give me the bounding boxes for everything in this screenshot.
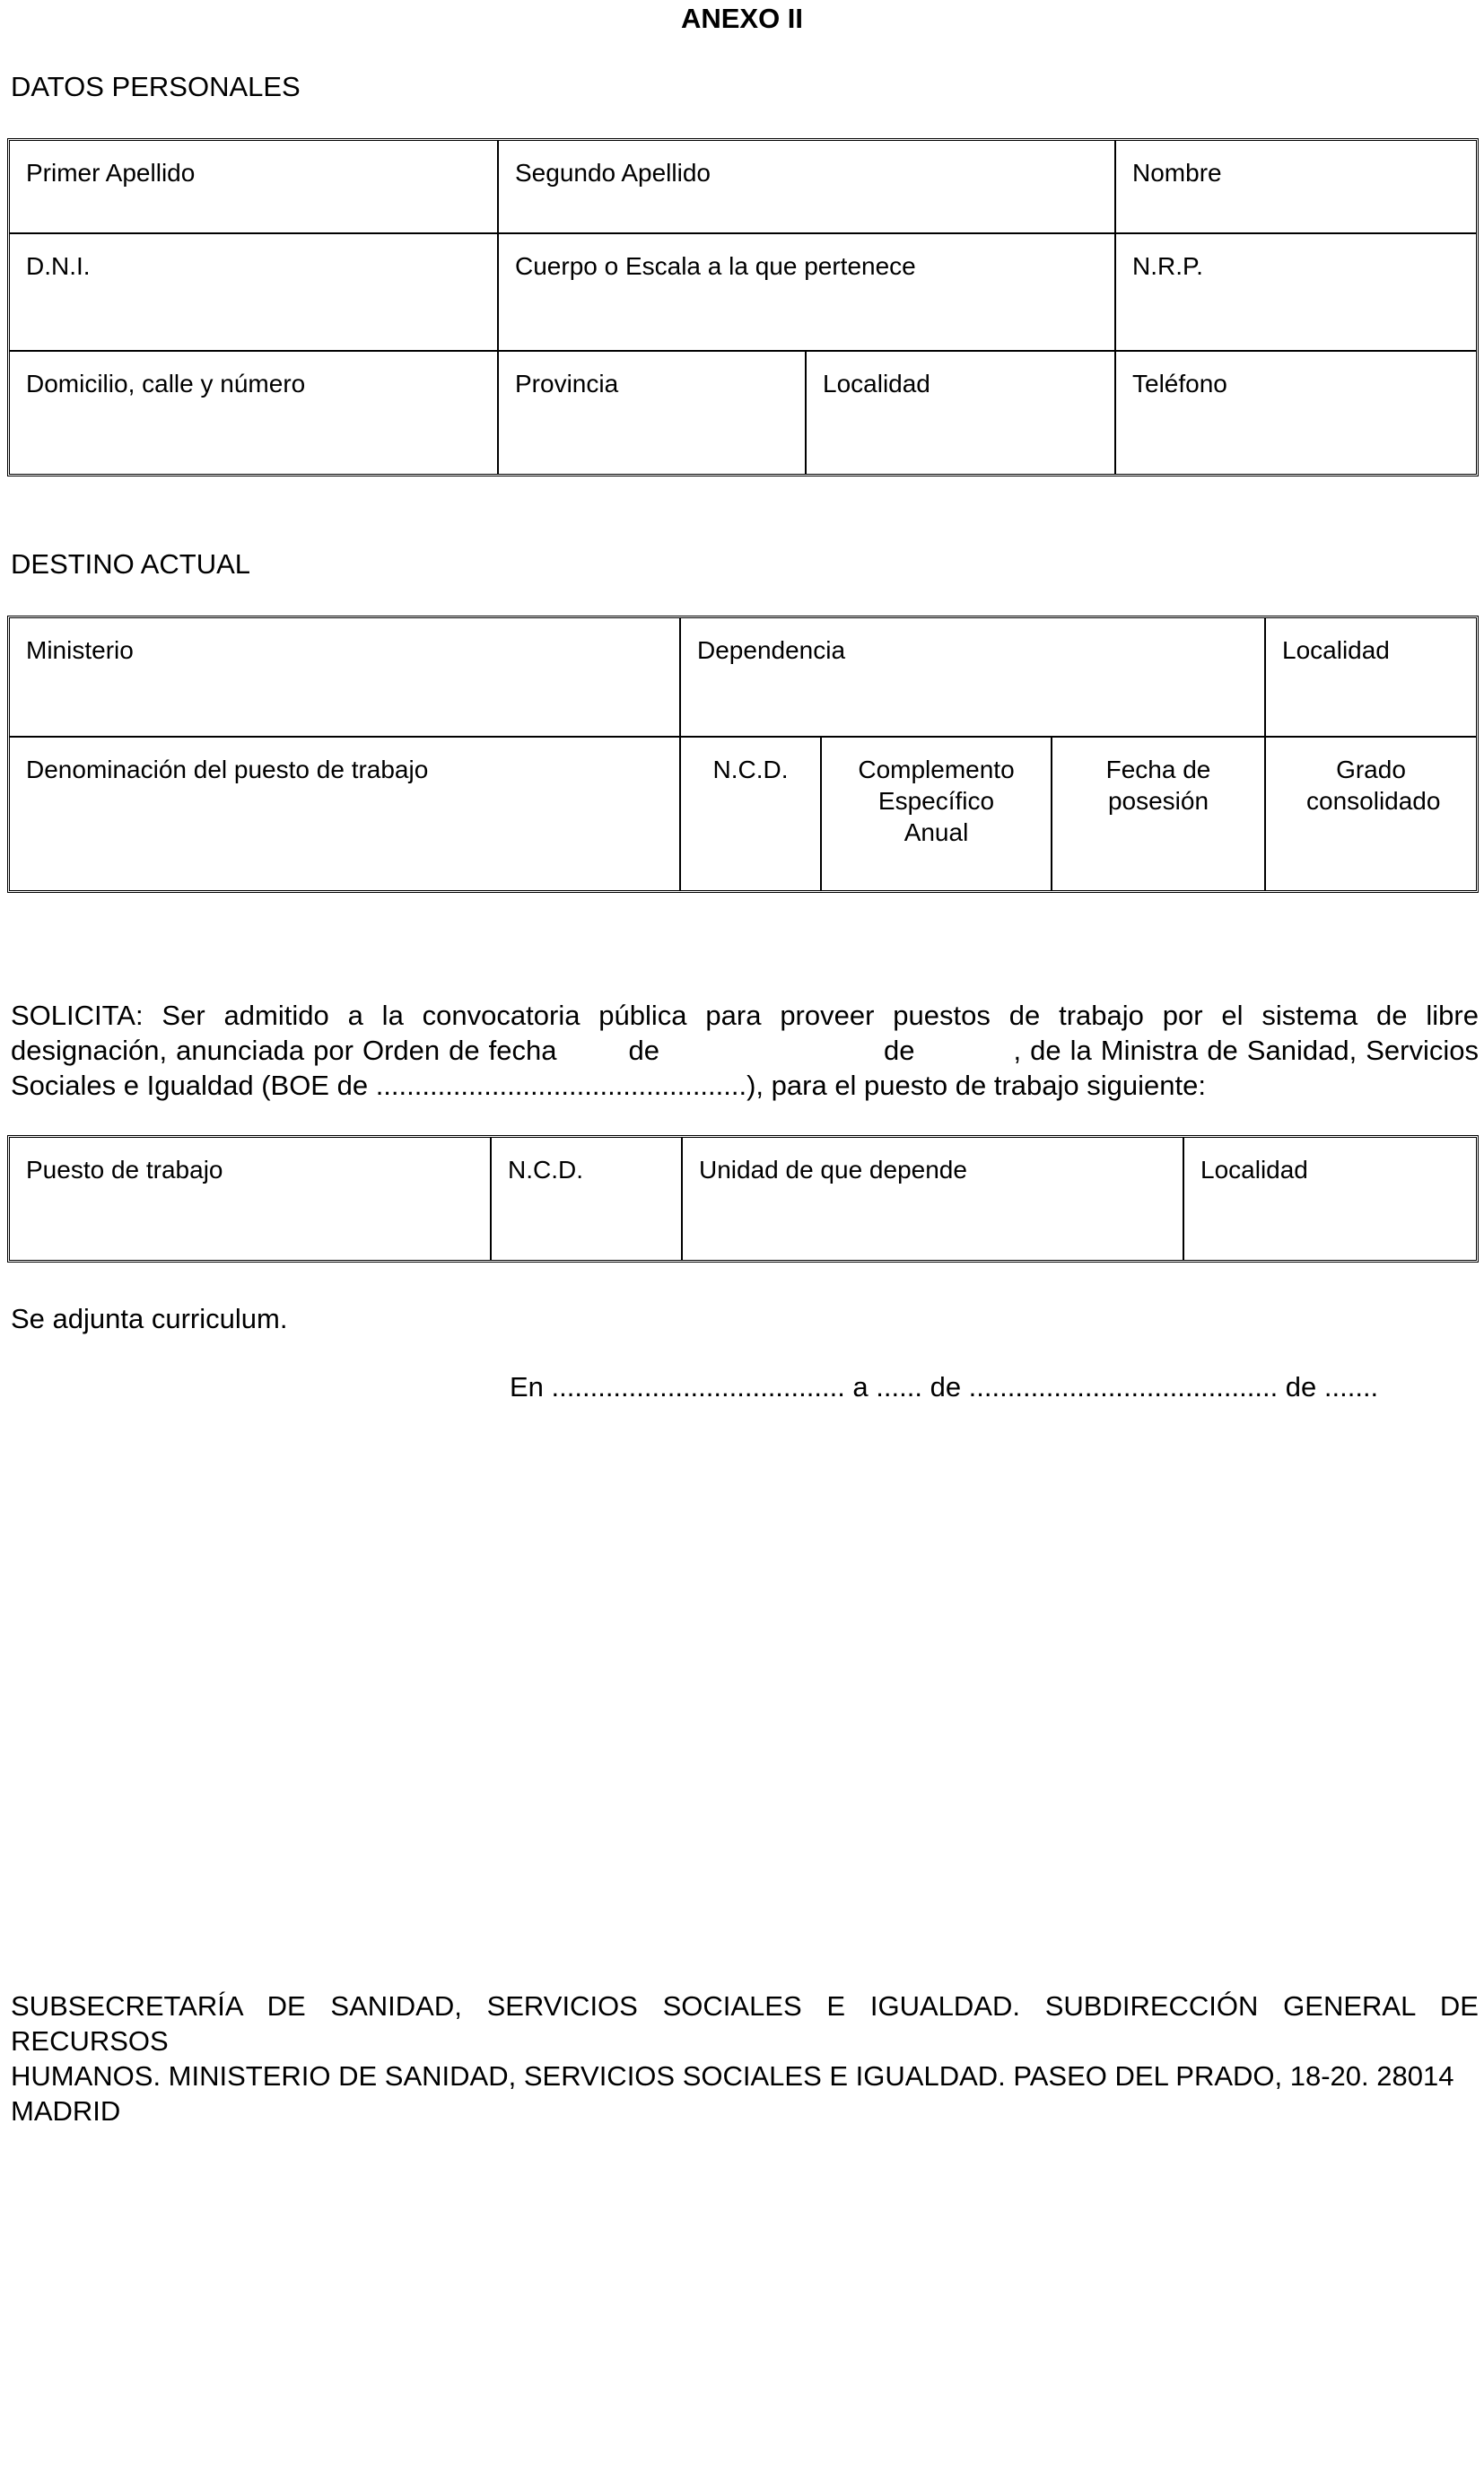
cell-ncd-puesto[interactable] — [492, 1138, 683, 1260]
request-line-1: SOLICITA: Ser admitido a la convocatoria pública para proveer puestos de trabajo por el sistema de libre — [11, 1000, 1479, 1031]
label-nrp: N.R.P. — [1132, 252, 1203, 280]
request-line-2-d: , de la Ministra de Sanidad, Servicios — [1013, 1035, 1479, 1066]
cell-dependencia[interactable] — [681, 618, 1266, 738]
request-line-2-c: de — [884, 1035, 915, 1066]
cell-unidad[interactable] — [683, 1138, 1184, 1260]
label-provincia: Provincia — [515, 370, 619, 398]
label-domicilio: Domicilio, calle y número — [26, 370, 306, 398]
cell-denominacion[interactable] — [10, 738, 681, 890]
cell-complemento[interactable] — [822, 738, 1052, 890]
label-ncd-destino: N.C.D. — [712, 756, 789, 783]
cell-provincia[interactable] — [499, 352, 807, 474]
cell-localidad[interactable] — [807, 352, 1116, 474]
label-primer-apellido: Primer Apellido — [26, 159, 196, 187]
cell-nombre[interactable] — [1116, 141, 1476, 234]
label-localidad-puesto: Localidad — [1200, 1156, 1308, 1184]
label-puesto-trabajo: Puesto de trabajo — [26, 1156, 223, 1184]
request-paragraph — [11, 998, 1479, 1103]
label-telefono: Teléfono — [1132, 370, 1227, 398]
cell-puesto-trabajo[interactable] — [10, 1138, 492, 1260]
footer-address — [11, 1988, 1479, 2128]
label-localidad-destino: Localidad — [1282, 636, 1390, 664]
cell-nrp[interactable] — [1116, 234, 1476, 352]
label-fecha-posesion: Fecha de posesión — [1105, 756, 1211, 815]
label-denominacion: Denominación del puesto de trabajo — [26, 756, 429, 783]
place-date-line: En ...................................... a ...... de ........................................ de ....... — [510, 1371, 1379, 1403]
label-grado: Grado consolidado — [1306, 756, 1441, 815]
cell-cuerpo[interactable] — [499, 234, 1116, 352]
request-line-2-b: de — [628, 1035, 660, 1066]
cell-ministerio[interactable] — [10, 618, 681, 738]
cell-segundo-apellido[interactable] — [499, 141, 1116, 234]
label-ncd-puesto: N.C.D. — [508, 1156, 583, 1184]
personal-data-table — [7, 138, 1479, 476]
cell-domicilio[interactable] — [10, 352, 499, 474]
request-line-2-a: designación, anunciada por Orden de fecha — [11, 1035, 557, 1066]
annex-title: ANEXO II — [680, 3, 804, 34]
request-line-2 — [11, 1033, 1479, 1068]
current-post-heading: DESTINO ACTUAL — [11, 548, 250, 580]
cell-telefono[interactable] — [1116, 352, 1476, 474]
label-dependencia: Dependencia — [697, 636, 846, 664]
cell-fecha-posesion[interactable] — [1052, 738, 1266, 890]
label-segundo-apellido: Segundo Apellido — [515, 159, 711, 187]
cell-ncd-destino[interactable] — [681, 738, 822, 890]
cell-localidad-puesto[interactable] — [1184, 1138, 1476, 1260]
label-ministerio: Ministerio — [26, 636, 134, 664]
label-complemento: Complemento Específico Anual — [858, 756, 1015, 846]
cell-primer-apellido[interactable] — [10, 141, 499, 234]
label-unidad: Unidad de que depende — [699, 1156, 967, 1184]
label-localidad: Localidad — [823, 370, 930, 398]
cell-grado[interactable] — [1266, 738, 1476, 890]
label-dni: D.N.I. — [26, 252, 91, 280]
cell-dni[interactable] — [10, 234, 499, 352]
requested-post-table — [7, 1135, 1479, 1263]
footer-line-1: SUBSECRETARÍA DE SANIDAD, SERVICIOS SOCIALES E IGUALDAD. SUBDIRECCIÓN GENERAL DE RECURSOS — [11, 1990, 1479, 2057]
request-line-3: Sociales e Igualdad (BOE de ................................................), para el puesto de trabajo siguiente: — [11, 1070, 1206, 1101]
cell-localidad-destino[interactable] — [1266, 618, 1476, 738]
current-post-table — [7, 616, 1479, 893]
personal-data-heading: DATOS PERSONALES — [11, 71, 301, 102]
curriculum-note: Se adjunta curriculum. — [11, 1303, 288, 1334]
label-cuerpo: Cuerpo o Escala a la que pertenece — [515, 252, 916, 280]
footer-line-2: HUMANOS. MINISTERIO DE SANIDAD, SERVICIOS SOCIALES E IGUALDAD. PASEO DEL PRADO, 18-20. 28014 MADRID — [11, 2060, 1454, 2127]
label-nombre: Nombre — [1132, 159, 1222, 187]
